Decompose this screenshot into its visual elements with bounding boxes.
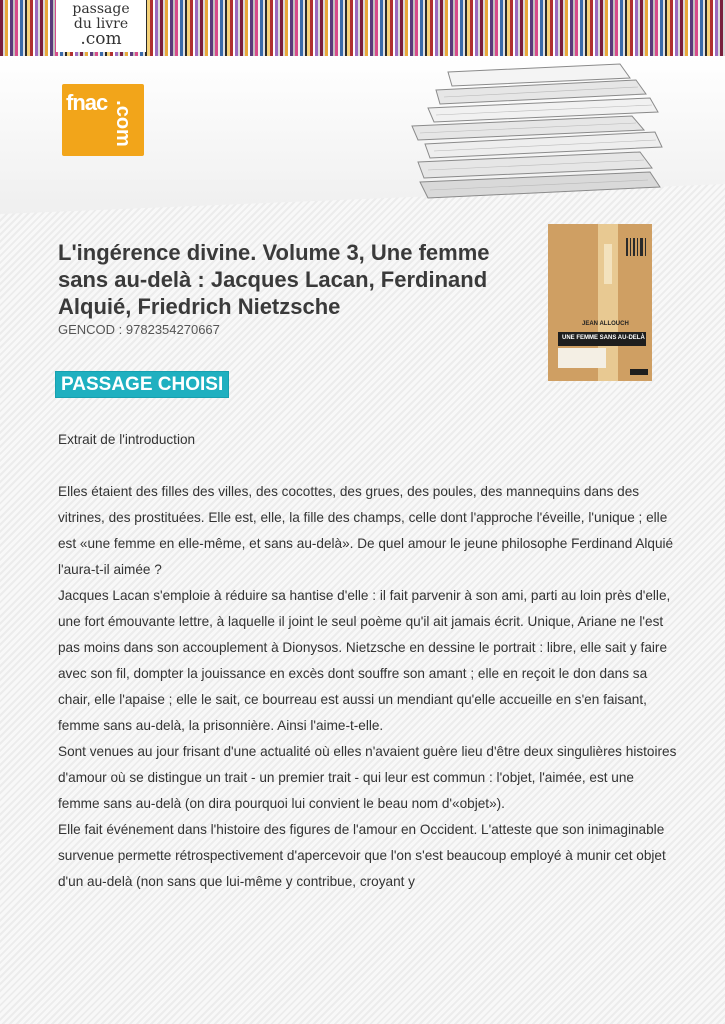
- excerpt-label: Extrait de l'introduction: [58, 432, 196, 447]
- excerpt-paragraph: Sont venues au jour frisant d'une actualité où elles n'avaient guère lieu d'être deux singulières histoires d'amour où se distingue un trait - un premier trait - qui leur est commun : l'objet, l'aimée, est une femme sans au-delà (on dira pourquoi lui convient le beau nom d'«objet»).: [58, 744, 677, 811]
- logo-com-text: .com: [80, 29, 122, 49]
- fnac-logo-com: .com: [112, 100, 135, 147]
- excerpt-paragraph: Elles étaient des filles des villes, des cocottes, des grues, des poules, des mannequins dans des vitrines, des prostituées. Elle est, elle, la fille des champs, celle dont l'approche l'éveille, l'unique ; elle est «une femme en elle-même, et sans au-delà». De quel amour le jeune philosophe Ferdinand Alquié l'aura-t-il aimée ?: [58, 484, 674, 577]
- logo-dulivre-text: du livre: [73, 16, 129, 32]
- excerpt-body: [58, 427, 678, 895]
- book-stack-illustration: [400, 52, 680, 202]
- book-cover-art: [548, 224, 652, 381]
- excerpt-paragraph: Jacques Lacan s'emploie à réduire sa hantise d'elle : il fait parvenir à son ami, parti au loin près d'elle, une fort émouvante lettre, à laquelle il joint le seul poème qu'il ait jamais écrit. Unique, Ariane ne l'est pas moins dans son accouplement à Dionysos. Nietzsche en dessine le portrait : libre, elle sait y faire avec son fil, dompter la jouissance en excès dont souffre son amant ; elle en reçoit le don dans sa chair, elle l'apaise ; elle le sait, ce bourreau est aussi un mendiant qu'elle accueille en s'en faisant, femme sans au-delà, la prisonnière. Ainsi l'aime-t-elle.: [58, 588, 671, 733]
- section-heading: PASSAGE CHOISI: [55, 371, 229, 398]
- fnac-logo[interactable]: [62, 84, 144, 156]
- fnac-logo-text: fnac: [66, 90, 108, 115]
- excerpt-paragraph: Elle fait événement dans l'histoire des figures de l'amour en Occident. L'atteste que son inimaginable survenue permette rétrospectivement d'apercevoir que l'on s'est beaucoup employé à munir cet objet d'un au-delà (non sans que lui-même y contribue, croyant y: [58, 822, 666, 889]
- cover-title: UNE FEMME SANS AU-DELÀ: [562, 335, 645, 341]
- book-title: L'ingérence divine. Volume 3, Une femme sans au-delà : Jacques Lacan, Ferdinand Alquié, Friedrich Nietzsche: [58, 240, 490, 319]
- passage-du-livre-logo[interactable]: [56, 0, 146, 52]
- cover-author: JEAN ALLOUCH: [582, 321, 629, 327]
- gencod-label: GENCOD : 9782354270667: [58, 322, 220, 337]
- logo-passage-text: passage: [72, 1, 130, 17]
- book-cover-image[interactable]: [548, 224, 652, 381]
